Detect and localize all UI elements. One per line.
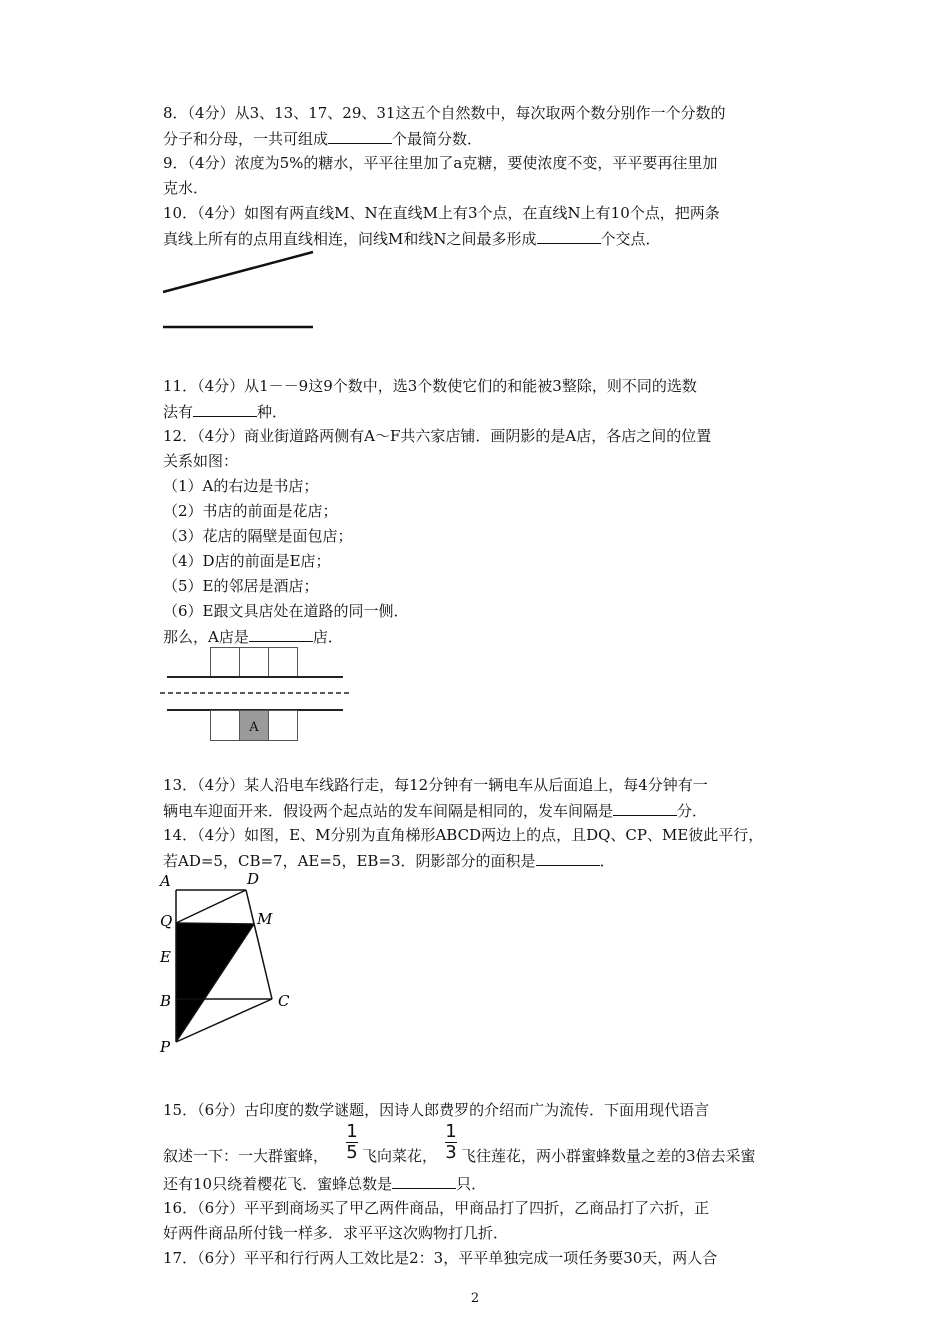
shop-bottom-3 [269,711,298,741]
q10-lines-figure [155,245,325,340]
q11-line2 [163,401,287,422]
q12-line2: 关系如图： [163,452,239,470]
q9-line1: 9．（4分）浓度为5%的糖水，平平往里加了a克糖，要使浓度不变，平平要再往里加 [163,154,718,172]
q11-text-a: 法有 [163,403,194,421]
segment-dc [246,890,272,999]
q13-line1: 13．（4分）某人沿电车线路行走，每12分钟有一辆电车从后面追上，每4分钟有一 [163,776,708,794]
q12-clue-1: （1）A的右边是书店； [163,477,319,495]
q15-line2b: 飞向菜花， [362,1147,438,1165]
q15-line1: 15．（6分）古印度的数学谜题，因诗人郎费罗的介绍而广为流传．下面用现代语言 [163,1101,710,1119]
q14-text-b: ． [599,852,615,870]
q15-line3 [163,1173,486,1194]
label-d: D [247,870,260,888]
q8-text-b: 个最简分数． [392,130,483,148]
q15-text-a: 还有10只绕着樱花飞．蜜蜂总数是 [163,1175,393,1193]
q10-line1: 10．（4分）如图有两直线M、N在直线M上有3个点，在直线N上有10个点，把两条 [163,204,720,222]
q8-line2 [163,128,482,149]
q14-line1: 14．（4分）如图，E、M分别为直角梯形ABCD两边上的点，且DQ、CP、ME彼此平行， [163,826,764,844]
q12-clue-2: （2）书店的前面是花店； [163,502,338,520]
q15-answer-blank [392,1173,456,1189]
frac1-denominator: 5 [346,1142,358,1163]
q12-clue-6: （6）E跟文具店处在道路的同一侧． [163,602,409,620]
q11-answer-blank [193,401,257,417]
shop-top-3 [269,648,298,678]
q12-street-figure [155,645,355,743]
label-a: A [160,872,171,890]
segment-qm [176,923,254,924]
q13-text-b: 分． [677,802,708,820]
segment-qd [176,890,246,923]
q10-text-b: 个交点． [600,230,661,248]
label-e: E [160,948,171,966]
q16-line2: 好两件商品所付钱一样多．求平平这次购物打几折． [163,1224,509,1242]
q13-line2 [163,800,707,821]
fraction-one-third [443,1122,459,1163]
q12-clue-4: （4）D店的前面是E店； [163,552,331,570]
label-q: Q [160,912,173,930]
q15-line2c: 飞往莲花，两小群蜜蜂数量之差的3倍去采蜜 [461,1147,756,1165]
q12-clue-3: （3）花店的隔壁是面包店； [163,527,353,545]
q14-text-a: 若AD=5，CB=7，AE=5，EB=3．阴影部分的面积是 [163,852,536,870]
q14-answer-blank [536,850,600,866]
q11-line1: 11．（4分）从1－－9这9个数中，选3个数使它们的和能被3整除，则不同的选数 [163,377,697,395]
label-m: M [257,910,273,928]
line-m [163,252,313,292]
q17-line1: 17．（6分）平平和行行两人工效比是2：3，平平单独完成一项任务要30天，两人合 [163,1249,718,1267]
q10-answer-blank [537,228,601,244]
q12-text-a: 那么，A店是 [163,628,249,646]
q8-text-a: 分子和分母，一共可组成 [163,130,329,148]
q9-line2: 克水． [163,179,209,197]
shop-top-1 [211,648,240,678]
frac2-numerator: 1 [445,1121,457,1142]
q8-line1: 8．（4分）从3、13、17、29、31这五个自然数中，每次取两个数分别作一个分数的 [163,104,726,122]
frac1-numerator: 1 [346,1121,358,1142]
q12-line1: 12．（4分）商业街道路两侧有A～F共六家店铺．画阴影的是A店，各店之间的位置 [163,427,712,445]
label-c: C [278,992,290,1010]
q16-line1: 16．（6分）平平到商场买了甲乙两件商品，甲商品打了四折，乙商品打了六折，正 [163,1199,710,1217]
q14-trapezoid-figure [150,868,310,1058]
q12-answer-blank [249,626,313,642]
shop-a-label: A [249,720,259,735]
frac2-denominator: 3 [445,1142,457,1163]
q13-answer-blank [613,800,677,816]
q12-text-b: 店． [312,628,343,646]
fraction-one-fifth [344,1122,360,1163]
page-number: 2 [470,1291,480,1306]
q13-text-a: 辆电车迎面开来．假设两个起点站的发车间隔是相同的，发车间隔是 [163,802,614,820]
q12-question [163,626,343,647]
q11-text-b: 种． [257,403,288,421]
label-b: B [160,992,172,1010]
q8-answer-blank [328,128,392,144]
q12-clue-5: （5）E的邻居是酒店； [163,577,319,595]
shop-bottom-1 [211,711,240,741]
label-p: P [160,1038,171,1056]
q10-text-a: 真线上所有的点用直线相连，问线M和线N之间最多形成 [163,230,537,248]
q15-text-b: 只． [456,1175,487,1193]
shop-top-2 [240,648,269,678]
q15-line2a: 叙述一下：一大群蜜蜂， [163,1147,329,1165]
